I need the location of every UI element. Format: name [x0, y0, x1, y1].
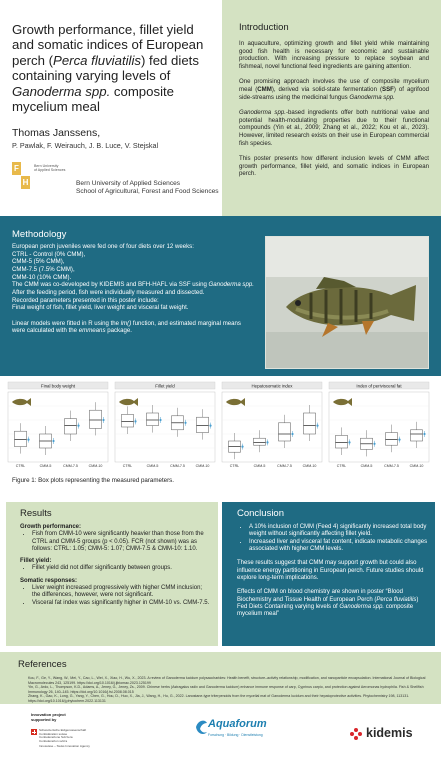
x-tick-label: CMM-5	[360, 464, 373, 468]
results-panel	[6, 502, 218, 646]
bfh-logo-text	[34, 164, 74, 173]
conclusion-paragraph-2: Effects of CMM on blood chemistry are shown in poster “Blood Biochemistry and Tissue Health of European Perch (Perca fluviatilis) Fed Diets Containing varying levels of Ganoderma spp. composite mycelium meal”	[237, 589, 419, 618]
results-growth-heading: Growth performance:	[20, 524, 82, 530]
box	[386, 433, 398, 446]
x-tick-label: CMM-5	[146, 464, 159, 468]
methodology-panel	[0, 216, 441, 376]
x-tick-label: CMM-10	[302, 464, 317, 468]
box	[65, 419, 77, 434]
x-tick-label: CMM-10	[88, 464, 103, 468]
intro-paragraph-1: In aquaculture, optimizing growth and fillet yield while maintaining good fish health is necessary for economic and sustainable production. With increasing pressure to replace soybean and fishmeal, novel functional feed ingredients are gaining attention.	[239, 40, 429, 71]
box	[279, 423, 291, 441]
swiss-agency: Innosuisse – Swiss Innovation Agency	[39, 744, 90, 749]
swiss-line: Confédération suisse	[39, 731, 68, 736]
logo-letter-h: H	[22, 178, 29, 187]
box	[411, 430, 423, 441]
method-line: After the feeding period, fish were individually measured and dissected.	[12, 288, 205, 296]
intro-paragraph-4: This poster presents how different inclusion levels of CMM affect growth performance, fillet yield, and somatic indices in European perch.	[239, 154, 429, 178]
title-panel	[0, 0, 222, 216]
methodology-title: Methodology	[12, 229, 67, 240]
kidemis-logo-text: kidemis	[366, 726, 413, 740]
x-tick-label: CMM-10	[195, 464, 210, 468]
box	[90, 410, 102, 428]
box	[254, 438, 266, 445]
x-tick-label: CTRL	[336, 464, 347, 468]
reference-item: Zhang, K., Gao, K., Long, G., Yang, Y., Chen, G., Hou, D., Huo, X., Jia, J., Wang, H., Hu, G., 2022. Lanostane-type triterpenoids from the mycelial mat of Ganoderma lucidum and their hepatoprotective activities. Phytochemistry 198, 113131. https://doi.org/10.1016/j.phytochem.2022.113131	[28, 694, 410, 703]
method-line: European perch juveniles were fed one of four diets over 12 weeks:	[12, 243, 194, 250]
footer	[0, 704, 441, 784]
method-line: Final weight of fish, fillet yield, liver weight and visceral fat weight.	[12, 304, 189, 312]
method-line: CMM-5 (5% CMM),	[12, 258, 65, 266]
method-line: Recorded parameters presented in this poster include:	[12, 296, 159, 304]
x-tick-label: CMM-10	[409, 464, 424, 468]
swiss-line: Confederaziun svizra	[39, 738, 68, 743]
chart-title: Index of perivisceral fat	[356, 383, 402, 389]
kidemis-logo-icon	[349, 727, 363, 741]
box	[122, 414, 134, 427]
x-tick-label: CMM-7.5	[63, 464, 78, 468]
results-title: Results	[20, 508, 52, 519]
presenter-name: Thomas Janssens,	[12, 127, 101, 139]
swiss-line: Confederazione Svizzera	[39, 735, 73, 740]
introduction-body	[239, 40, 429, 186]
swiss-flag-icon	[31, 729, 37, 735]
results-somatic-item-1: • Liver weight increased progressively with higher CMM inclusion; the differences, however, were not significant.	[32, 585, 210, 600]
logo-text-line1: Bern University	[34, 164, 59, 168]
methodology-body	[12, 243, 254, 335]
results-somatic-item-2: • Visceral fat index was significantly higher in CMM-10 vs. CMM-7.5.	[32, 600, 210, 607]
innosuisse-logo	[31, 729, 91, 749]
results-somatic-heading: Somatic responses:	[20, 577, 78, 584]
x-tick-label: CMM-7.5	[384, 464, 399, 468]
box	[336, 435, 348, 448]
box-plots	[0, 376, 441, 476]
chart-title: Final body weight	[40, 383, 76, 389]
method-stats: Linear models were fitted in R using the lm() function, and estimated marginal means were calculated with the emmeans package.	[12, 319, 241, 335]
bfh-logo	[12, 162, 32, 190]
aquaforum-fish-icon	[194, 717, 208, 737]
aquaforum-name: Aquaforum	[208, 718, 267, 730]
logo-text-line2: of Applied Sciences	[34, 168, 66, 173]
x-tick-label: CMM-7.5	[277, 464, 292, 468]
method-line: CMM-7.5 (7.5% CMM),	[12, 265, 75, 273]
intro-paragraph-3: Ganoderma spp.-based ingredients offer both nutritional value and potential health-modulating properties due to their functional compounds (Yin et al., 2009; Zhang et al., 2022; Kou et al., 2023). However, limited research exists on their use in European commercial fish species.	[239, 108, 429, 147]
intro-paragraph-2: One promising approach involves the use of composite mycelium meal (CMM), derived via solid-state fermentation (SSF) of agrifood side-streams using the medicinal fungus Ganoderma spp.	[239, 78, 429, 101]
conclusion-panel	[222, 502, 435, 646]
references-title: References	[18, 659, 67, 670]
swiss-line: Schweizerische Eidgenossenschaft	[39, 728, 87, 732]
support-line-2: supported by	[31, 717, 57, 722]
box	[304, 413, 316, 434]
perch-photo-illustration	[266, 237, 429, 369]
poster-title: Growth performance, fillet yield and somatic indices of European perch (Perca fluviatilis) fed diets containing varying levels of Ganoderma spp. composite mycelium meal	[12, 22, 204, 115]
coauthors: P. Pawlak, F. Weirauch, J. B. Luce, V. Stejskal	[12, 141, 159, 150]
introduction-title: Introduction	[239, 22, 289, 33]
box	[15, 431, 27, 446]
logo-letter-f: F	[12, 162, 21, 175]
x-tick-label: CTRL	[122, 464, 133, 468]
method-line: CMM-10 (10% CMM).	[12, 273, 72, 281]
reference-item: Yin, G., Ardo, L., Thompson, K.D., Adams, A., Jeney, G., Jeney, Zs., 2009. Chinese herbs (Astragalus radix and Ganoderma lucidum) enhance immune response of carp, Cyprinus carpio, and protection against Aeromonas hydrophila. Fish & Shellfish Immunology 26, 140–145. https://doi.org/10.1016/j.fsi.2008.08.015	[28, 685, 424, 694]
chart-title: Fillet yield	[155, 383, 175, 389]
affiliation-school: School of Agricultural, Forest and Food Sciences	[76, 188, 219, 195]
header-section	[0, 0, 441, 216]
results-body	[20, 524, 210, 607]
results-fillet-item: • Fillet yield did not differ significantly between groups.	[32, 565, 210, 572]
references-panel	[0, 652, 441, 704]
method-line: CTRL - Control (0% CMM),	[12, 250, 86, 258]
aquaforum-tagline: Forschung · Bildung · Dienstleistung	[208, 733, 263, 737]
support-label	[31, 712, 66, 722]
x-tick-label: CMM-7.5	[170, 464, 185, 468]
box	[197, 417, 209, 432]
reference-item: Kou, F., Ge, Y., Wang, W., Mei, Y., Cao, L., Wei, X., Xiao, H., Wu, X., 2023. A review of Ganoderma lucidum polysaccharides: Health benefit, structure–activity relationship, modification, and nanoparticle encapsulation. International Journal of Biological Macromolecules 243, 125199. https://doi.org/10.1016/j.ijbiomac.2023.125199	[28, 676, 426, 685]
results-fillet-heading: Fillet yield:	[20, 558, 52, 565]
conclusion-body	[237, 524, 429, 619]
conclusion-item-1: • A 10% inclusion of CMM (Feed 4) significantly increased total body weight without significantly affecting fillet yield.	[249, 524, 429, 539]
results-growth-item: • Fish from CMM-10 were significantly heavier than those from the CTRL and CMM-5 groups (p < 0.05). FCR (not shown) was as follows: CTRL: 1.05; CMM-5: 1.07; CMM-7.5 & CMM-10: 1.10.	[32, 531, 210, 553]
x-tick-label: CTRL	[229, 464, 240, 468]
x-tick-label: CMM-5	[39, 464, 52, 468]
x-tick-label: CTRL	[15, 464, 26, 468]
perch-photo	[265, 236, 429, 369]
x-tick-label: CMM-5	[253, 464, 266, 468]
aquaforum-logo	[194, 714, 274, 744]
chart-title: Hepatosomatic index	[251, 383, 293, 389]
conclusion-item-2: • Increased liver and visceral fat content, indicate metabolic changes associated with higher CMM levels.	[249, 539, 429, 554]
support-line-1: Innovation project	[31, 712, 66, 717]
box	[147, 413, 159, 426]
affiliation-university: Bern University of Applied Sciences	[76, 180, 181, 187]
references-list	[28, 676, 428, 703]
figure-caption: Figure 1: Box plots representing the measured parameters.	[12, 477, 174, 484]
method-ssf-line: The CMM was co-developed by KIDEMIS and BFH-HAFL via SSF using Ganoderma spp.	[12, 281, 254, 289]
conclusion-paragraph-1: These results suggest that CMM may support growth but could also influence energy partitioning in European perch. Future studies should explore long-term implications.	[237, 560, 424, 582]
conclusion-title: Conclusion	[237, 508, 284, 519]
